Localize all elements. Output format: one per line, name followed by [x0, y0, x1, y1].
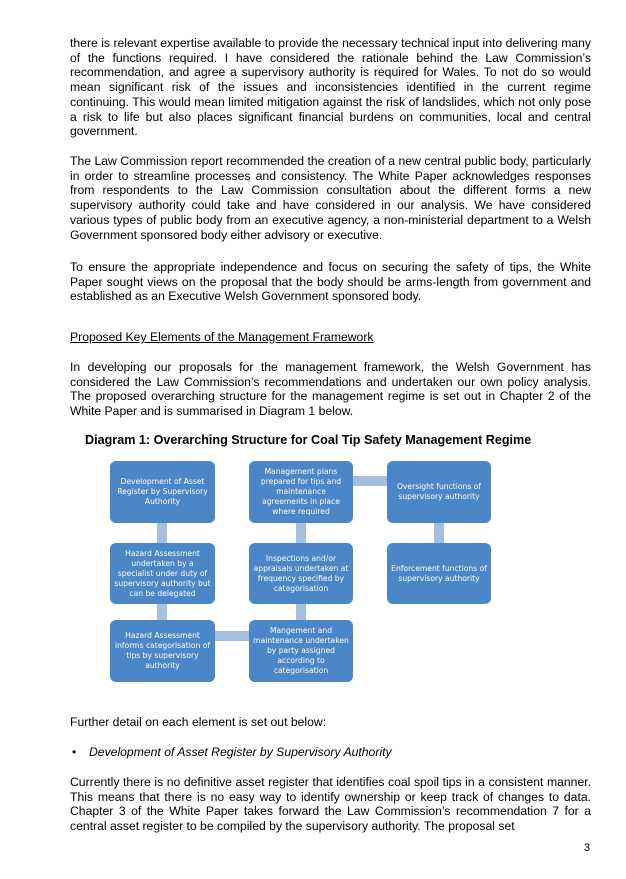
- section-heading: Proposed Key Elements of the Management Framework: [70, 330, 374, 344]
- box-hazard-categorisation: [110, 620, 215, 682]
- box-inspections-label: Inspections and/or appraisals undertaken at frequency specified by categorisation: [253, 553, 349, 593]
- box-enforcement: [387, 543, 491, 604]
- paragraph-framework: In developing our proposals for the management framework, the Welsh Government has considered the Law Commission’s recommendations and undertaken our own policy analysis. The proposed overarching structure for the management regime is set out in Chapter 2 of the White Paper and is summarised in Diagram 1 below.: [70, 360, 591, 419]
- box-management-maintenance: [249, 620, 353, 682]
- box-enforcement-label: Enforcement functions of supervisory authority: [391, 563, 487, 583]
- bullet-asset-register: Development of Asset Register by Supervisory Authority: [89, 745, 392, 759]
- connector-inspections-to-plans: [296, 523, 306, 543]
- box-oversight: [387, 461, 491, 523]
- box-inspections: [249, 543, 353, 604]
- box-management-plans-label: Management plans prepared for tips and maintenance agreements in place where required: [260, 467, 342, 516]
- connector-plans-to-oversight: [353, 476, 387, 486]
- page-number: 3: [583, 842, 590, 854]
- box-hazard-assessment: [110, 543, 215, 604]
- paragraph-further-detail: Further detail on each element is set out below:: [70, 715, 327, 729]
- box-oversight-label: Oversight functions of supervisory authority: [396, 482, 482, 501]
- paragraph-asset-register: Currently there is no definitive asset register that identifies coal spoil tips in a consistent manner. This means that there is no easy way to identify ownership or keep track of changes to data. Chapter 3 of the White Paper takes forward the Law Commission’s recommendation 7 for a central asset register to be compiled by the supervisory authority. The proposal set: [70, 775, 591, 834]
- paragraph-expertise: there is relevant expertise available to provide the necessary technical input into delivering many of the functions required. I have considered the rationale behind the Law Commission’s recommendation, and agree a supervisory authority is required for Wales. To not do so would mean significant risk of the issues and inconsistencies identified in the current regime continuing. This would mean limited mitigation against the risk of landslides, which not only pose a risk to life but also places significant financial burdens on communities, local and central government.: [70, 36, 591, 139]
- connector-asset-to-hazard: [157, 523, 167, 543]
- connector-categorisation-to-maintenance: [215, 631, 249, 641]
- box-management-plans: [249, 461, 353, 523]
- paragraph-independence: To ensure the appropriate independence and focus on securing the safety of tips, the White Paper sought views on the proposal that the body should be arms-length from government and established as an Executive Welsh Government sponsored body.: [70, 260, 591, 304]
- paragraph-law-commission: The Law Commission report recommended the creation of a new central public body, particularly in order to streamline processes and consistency. The White Paper acknowledges responses from respondents to the Law Commission consultation about the different forms a new supervisory authority could take and have considered in our analysis. We have considered various types of public body from an executive agency, a non-ministerial department to a Welsh Government sponsored body either advisory or executive.: [70, 154, 591, 242]
- diagram-title: Diagram 1: Overarching Structure for Coal Tip Safety Management Regime: [85, 433, 532, 447]
- box-hazard-assessment-label: Hazard Assessment undertaken by a specialist under duty of supervisory authority but can be delegated: [114, 548, 211, 598]
- box-management-maintenance-label: Mangement and maintenance undertaken by party assigned according to categorisation: [253, 626, 349, 675]
- connector-maintenance-to-inspections: [296, 604, 306, 620]
- connector-hazard-to-categorisation: [157, 604, 167, 620]
- connector-oversight-to-enforcement: [434, 523, 444, 543]
- box-asset-register-label: Development of Asset Register by Supervisory Authority: [117, 477, 208, 506]
- box-asset-register: [110, 461, 215, 523]
- bullet-icon: •: [72, 745, 77, 759]
- box-hazard-categorisation-label: Hazard Assessment informs categorisation of tips by supervisory authority: [114, 631, 211, 670]
